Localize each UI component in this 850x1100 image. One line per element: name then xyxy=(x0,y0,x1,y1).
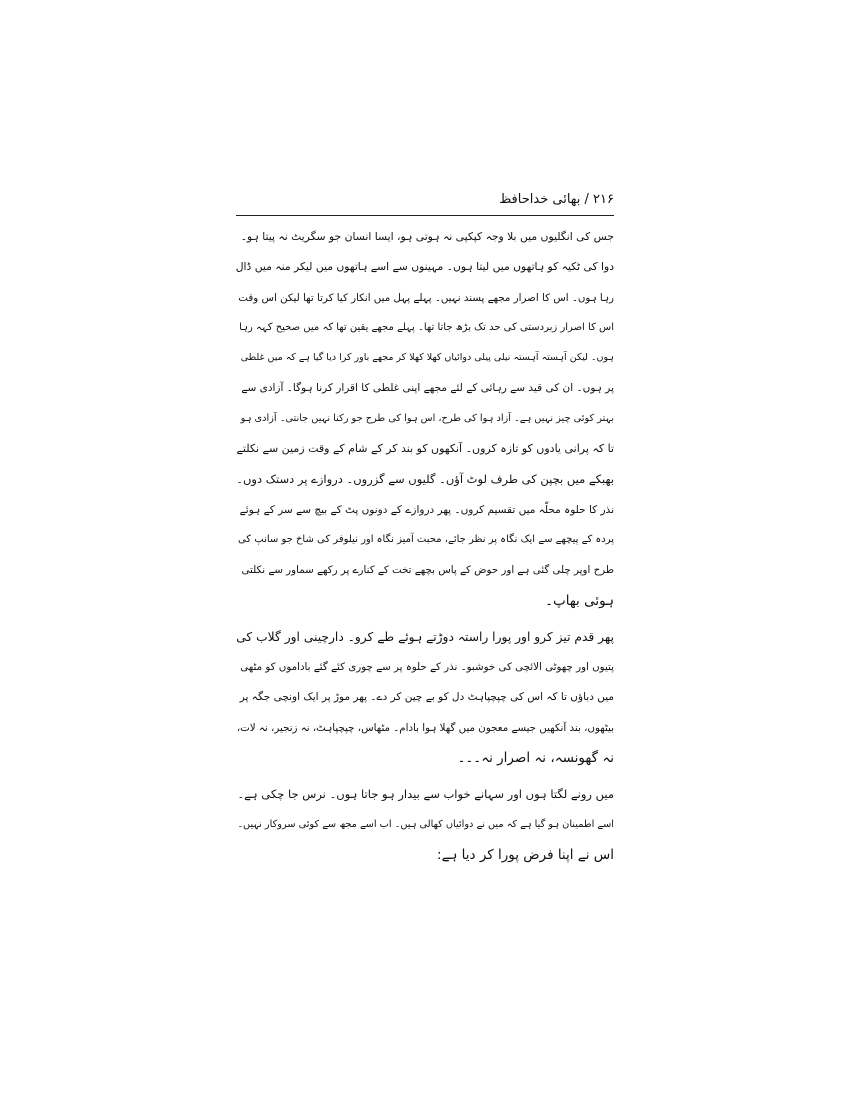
text-line: پتیوں اور چھوٹی الائچی کی خوشبو۔ نذر کے حلوہ پر سے چوری کئے گئے باداموں کو مٹھی xyxy=(240,661,614,674)
text-line: میں رونے لگتا ہوں اور سہانے خواب سے بیدار ہو جاتا ہوں۔ نرس جا چکی ہے۔ xyxy=(237,787,614,802)
text-line: طرح اوپر چلی گئی ہے اور حوض کے پاس بچھے تخت کے کنارے پر رکھے سماور سے نکلتی xyxy=(241,564,614,577)
text-line: نہ گھونسہ، نہ اصرار نہ۔۔۔ xyxy=(457,750,614,767)
text-line: ہوں۔ لیکن آہستہ آہستہ نیلی پیلی دوائیاں کھلا کھلا کر مجھے باور کرا دیا گیا ہے کہ میں غلطی xyxy=(240,352,614,364)
text-line: پردہ کے پیچھے سے ایک نگاہ پر نظر جائے، محبت آمیز نگاہ اور نیلوفر کی شاخ جو سانپ کی xyxy=(237,533,614,545)
text-line: اس نے اپنا فرض پورا کر دیا ہے: xyxy=(437,846,614,863)
text-line: پر ہوں۔ ان کی قید سے رہائی کے لئے مجھے اپنی غلطی کا اقرار کرنا ہوگا۔ آزادی سے xyxy=(241,382,614,395)
text-line: پھر قدم تیز کرو اور پورا راستہ دوڑتے ہوئے طے کرو۔ دارچینی اور گلاب کی xyxy=(236,629,614,644)
paragraph-4 xyxy=(236,779,614,870)
paragraph-3 xyxy=(236,622,614,773)
running-head: ۲۱۶ / بھائی خداحافظ xyxy=(499,192,614,207)
text-line: بیٹھوں، بند آنکھیں جیسے معجون میں گھلا ہوا بادام۔ مٹھاس، چپچپاہٹ، نہ زنجیر، نہ لات، xyxy=(236,721,614,734)
text-line: میں دباؤں تا کہ اس کی چپچپاہٹ دل کو بے چین کر دے۔ پھر موڑ پر ایک اونچی جگہ پر xyxy=(239,691,614,704)
text-line: دوا کی ٹکیہ کو ہاتھوں میں لیتا ہوں۔ مہینوں سے اسے ہاتھوں میں لیکر منہ میں ڈال xyxy=(235,260,614,274)
text-line: تا کہ پرانی یادوں کو تازہ کروں۔ آنکھوں کو بند کر کے شام کے وقت زمین سے نکلتے xyxy=(236,442,614,456)
text-line: اس کا اصرار زبردستی کی حد تک بڑھ جاتا تھا۔ پہلے مجھے یقین تھا کہ میں صحیح کہہ رہا xyxy=(239,321,614,333)
text-line: اسے اطمینان ہو گیا ہے کہ میں نے دوائیاں کھالی ہیں۔ اب اسے مجھ سے کوئی سروکار نہیں۔ xyxy=(237,818,614,830)
text-line: جس کی انگلیوں میں بلا وجہ کپکپی نہ ہوتی ہو، ایسا انسان جو سگریٹ نہ پیتا ہو۔ xyxy=(240,230,614,243)
paragraph-1 xyxy=(236,222,614,252)
text-line: بھبکے میں بچپن کی طرف لوٹ آؤں۔ گلیوں سے گزروں۔ دروازے پر دستک دوں۔ xyxy=(236,472,614,487)
header-rule xyxy=(236,215,614,216)
text-line: نذر کا حلوہ محلّہ میں تقسیم کروں۔ پھر دروازے کے دونوں پٹ کے بیچ سے سر کے ہوئے xyxy=(239,503,614,516)
text-line: رہا ہوں۔ اس کا اصرار مجھے پسند نہیں۔ پہلے پہل میں انکار کیا کرتا تھا لیکن اس وقت xyxy=(238,291,614,304)
text-line: ہوئی بھاپ۔ xyxy=(545,592,614,609)
paragraph-2 xyxy=(236,252,614,616)
text-line: بہتر کوئی چیز نہیں ہے۔ آزاد ہوا کی طرح، اس ہوا کی طرح جو رکنا نہیں جانتی۔ آزادی ہو xyxy=(240,412,614,424)
page-body xyxy=(236,222,614,870)
